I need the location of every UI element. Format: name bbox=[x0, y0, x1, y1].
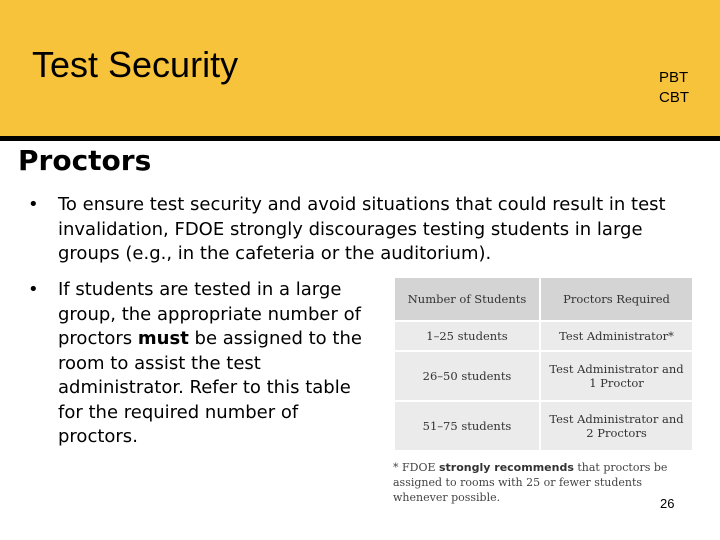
slide-title: Test Security bbox=[32, 44, 239, 85]
page-number: 26 bbox=[660, 496, 675, 511]
pbt-label: PBT bbox=[659, 69, 689, 86]
cbt-label: CBT bbox=[659, 89, 689, 106]
emphasis-must: must bbox=[137, 328, 189, 349]
column-header-proctors: Proctors Required bbox=[540, 277, 693, 321]
bullet-marker: • bbox=[28, 279, 39, 300]
table-cell: Test Administrator and 2 Proctors bbox=[540, 401, 693, 451]
bullet-text bbox=[36, 278, 366, 450]
bullet-text: To ensure test security and avoid situations that could result in test invalidation, FDOE strongly discourages testing students in large groups (e.g., in the cafeteria or the auditorium). bbox=[58, 194, 666, 264]
column-header-students: Number of Students bbox=[394, 277, 540, 321]
footnote-text: that proctors be assigned to rooms with 25 or fewer students whenever possible. bbox=[393, 461, 668, 504]
table bbox=[393, 276, 694, 452]
footnote-prefix: * FDOE bbox=[393, 461, 439, 474]
table-header-row bbox=[394, 277, 693, 321]
table-footnote bbox=[393, 460, 698, 505]
table-row bbox=[394, 321, 693, 351]
title-banner bbox=[0, 0, 720, 136]
table-cell: 26–50 students bbox=[394, 351, 540, 401]
bullet-item bbox=[28, 278, 366, 450]
section-heading: Proctors bbox=[18, 144, 152, 177]
table-cell: Test Administrator and 1 Proctor bbox=[540, 351, 693, 401]
bullet-marker: • bbox=[28, 194, 39, 215]
table-cell: 51–75 students bbox=[394, 401, 540, 451]
proctor-requirements-table bbox=[393, 276, 692, 452]
table-cell: Test Administrator* bbox=[540, 321, 693, 351]
bullet-text-part: be assigned to the room to assist the test administrator. Refer to this table for the required number of proctors. bbox=[58, 328, 362, 447]
bullet-text-part: If students are tested in a large group, the appropriate number of proctors bbox=[58, 279, 361, 349]
bullet-item bbox=[28, 193, 686, 267]
test-mode-labels bbox=[659, 68, 689, 108]
table-row bbox=[394, 401, 693, 451]
header-divider bbox=[0, 136, 720, 141]
table-cell: 1–25 students bbox=[394, 321, 540, 351]
footnote-emphasis: strongly recommends bbox=[439, 461, 574, 474]
table-row bbox=[394, 351, 693, 401]
